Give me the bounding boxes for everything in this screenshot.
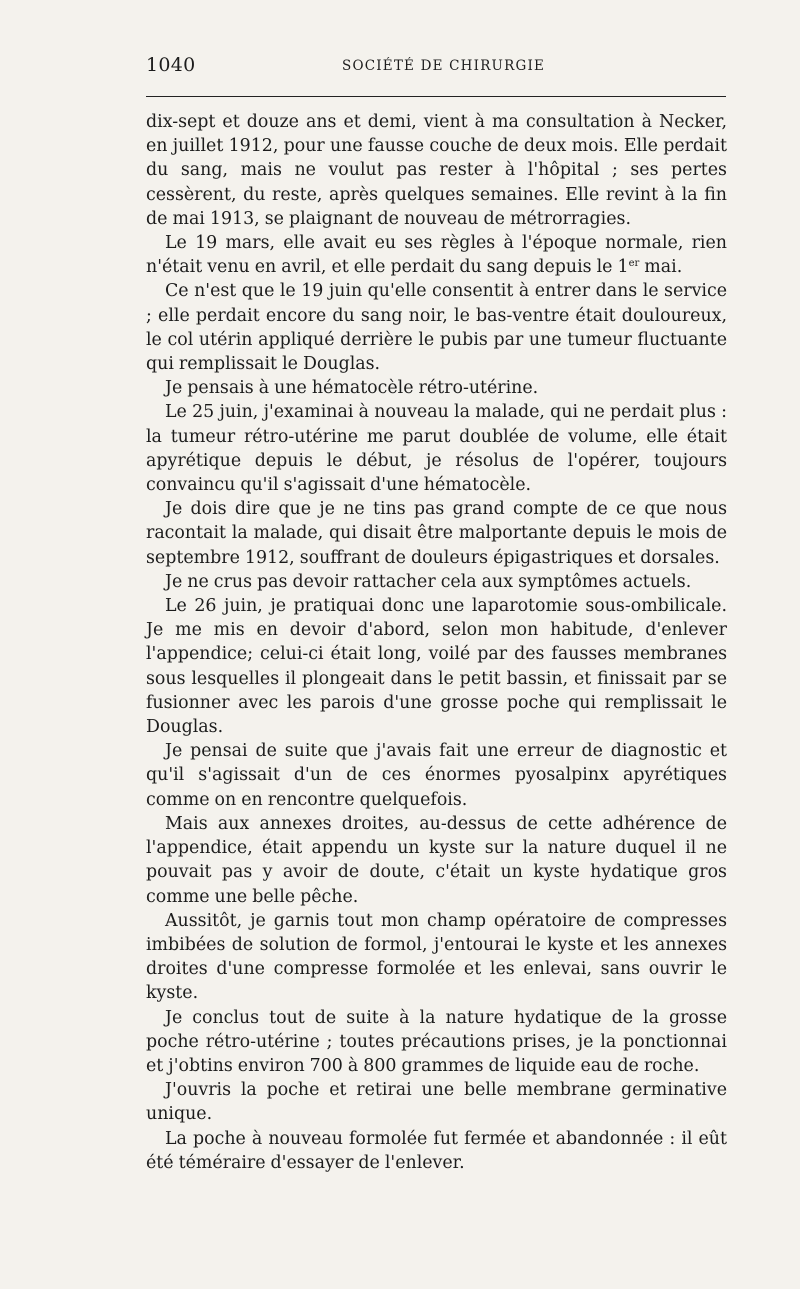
- paragraph: J'ouvris la poche et retirai une belle membrane germinative unique.: [146, 1080, 727, 1125]
- paragraph: Le 25 juin, j'examinai à nouveau la malade, qui ne perdait plus : la tumeur rétro-utérine me parut doublée de volume, elle était apyrétique depuis le début, je résolus de l'opérer, toujours convaincu qu'il s'agissait d'une hématocèle.: [146, 402, 727, 496]
- superscript: er: [628, 258, 640, 270]
- paragraph: Je ne crus pas devoir rattacher cela aux symptômes actuels.: [165, 571, 692, 592]
- paragraph: Aussitôt, je garnis tout mon champ opératoire de compresses imbibées de solution de formol, j'entourai le kyste et les annexes droites d'une compresse formolée et les enlevai, sans ouvrir le kyste.: [146, 910, 727, 1004]
- body-text: [146, 110, 727, 1175]
- paragraph: dix-sept et douze ans et demi, vient à ma consultation à Necker, en juillet 1912, pour une fausse couche de deux mois. Elle perdait du sang, mais ne voulut pas rester à l'hôpital ; ses pertes cessèrent, du reste, après quelques semaines. Elle revint à la fin de mai 1913, se plaignant de nouveau de métrorragies.: [146, 112, 727, 229]
- header-rule: [146, 96, 726, 97]
- page-header: [146, 54, 726, 84]
- paragraph-text: mai.: [639, 257, 683, 278]
- paragraph: Je conclus tout de suite à la nature hydatique de la grosse poche rétro-utérine ; toutes précautions prises, je la ponctionnai et j'obtins environ 700 à 800 grammes de liquide eau de roche.: [146, 1007, 727, 1076]
- paragraph: La poche à nouveau formolée fut fermée et abandonnée : il eût été téméraire d'essayer de l'enlever.: [146, 1128, 727, 1173]
- paragraph: Je dois dire que je ne tins pas grand compte de ce que nous racontait la malade, qui disait être malportante depuis le mois de septembre 1912, souffrant de douleurs épigastriques et dorsales.: [146, 499, 727, 568]
- running-head: SOCIÉTÉ DE CHIRURGIE: [342, 58, 546, 74]
- paragraph: Le 26 juin, je pratiquai donc une laparotomie sous-ombilicale. Je me mis en devoir d'abord, selon mon habitude, d'enlever l'appendice; celui-ci était long, voilé par des fausses membranes sous lesquelles il plongeait dans le petit bassin, et finissait par se fusionner avec les parois d'une grosse poche qui remplissait le Douglas.: [146, 596, 727, 738]
- paragraph: Mais aux annexes droites, au-dessus de cette adhérence de l'appendice, était appendu un kyste sur la nature duquel il ne pouvait pas y avoir de doute, c'était un kyste hydatique gros comme une belle pêche.: [146, 813, 727, 907]
- paragraph: [146, 231, 727, 279]
- page-number: 1040: [146, 54, 196, 76]
- paragraph: Je pensai de suite que j'avais fait une erreur de diagnostic et qu'il s'agissait d'un de ces énormes pyosalpinx apyrétiques comme on en rencontre quelquefois.: [146, 741, 727, 810]
- paragraph: Je pensais à une hématocèle rétro-utérine.: [165, 378, 539, 399]
- paragraph-text: Le 19 mars, elle avait eu ses règles à l'époque normale, rien n'était venu en avril, et elle perdait du sang depuis le 1: [146, 233, 727, 278]
- paragraph: Ce n'est que le 19 juin qu'elle consentit à entrer dans le service ; elle perdait encore du sang noir, le bas-ventre était douloureux, le col utérin appliqué derrière le pubis par une tumeur fluctuante qui remplissait le Douglas.: [146, 281, 727, 375]
